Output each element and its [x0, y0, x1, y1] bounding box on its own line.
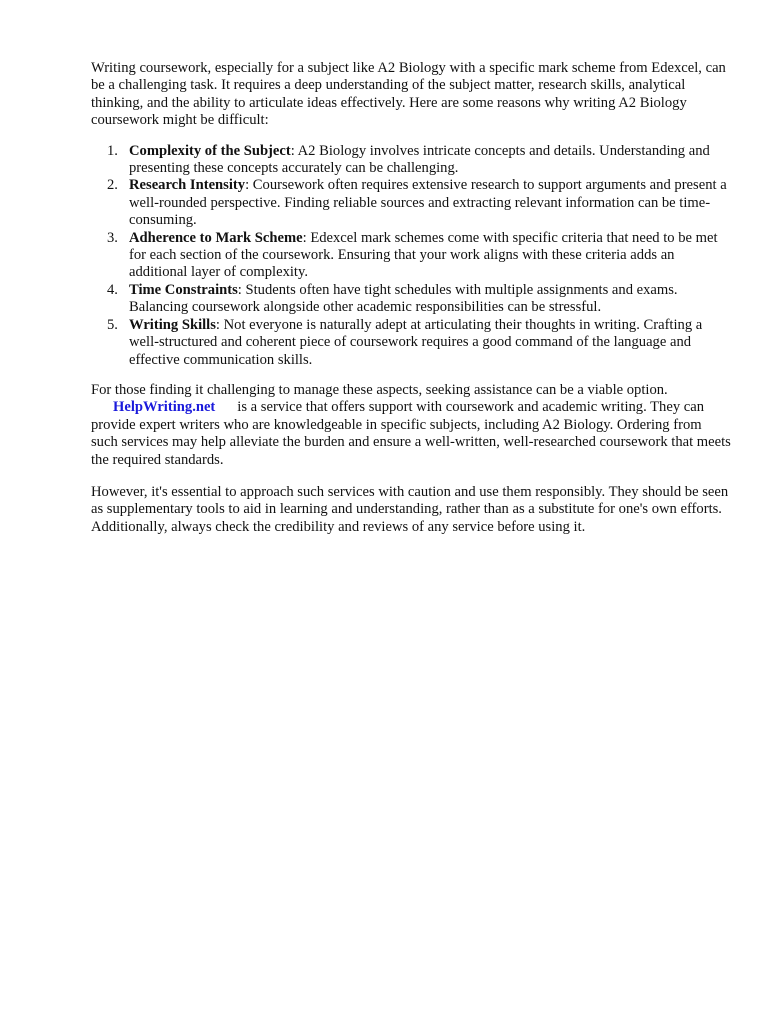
list-item-text: A2 Biology involves intricate concepts and details. Understanding and presenting these concepts accurately can be challenging. — [129, 142, 710, 177]
list-item-text: Edexcel mark schemes come with specific criteria that need to be met for each section of the coursework. Ensuring that your work aligns with these criteria adds an additional layer of complexity. — [129, 229, 718, 281]
assistance-text: is a service that offers support with coursework and academic writing. They can provide expert writers who are knowledgeable in specific subjects, including A2 Biology. Ordering from such services may help alleviate the burden and ensure a well-written, well-researched coursework that meets the required standards. — [91, 399, 731, 468]
list-item — [91, 177, 731, 229]
list-item — [91, 282, 731, 317]
list-item-term: Time Constraints — [129, 281, 238, 298]
list-item-separator: : — [290, 142, 295, 159]
list-item-separator: : — [245, 177, 250, 194]
intro-paragraph: Writing coursework, especially for a subject like A2 Biology with a specific mark scheme from Edexcel, can be a challenging task. It requires a deep understanding of the subject matter, research skills, analytical thinking, and the ability to articulate ideas effectively. Here are some reasons why writing A2 Biology coursework might be difficult: — [91, 60, 726, 129]
list-item-separator: : — [237, 281, 242, 298]
list-item-text: Coursework often requires extensive research to support arguments and present a well-rounded perspective. Finding reliable sources and extracting relevant information can be time-consuming. — [129, 177, 727, 229]
assistance-paragraph — [91, 382, 731, 469]
list-item-term: Adherence to Mark Scheme — [129, 229, 303, 246]
assistance-lead: For those finding it challenging to manage these aspects, seeking assistance can be a viable option. — [91, 381, 668, 398]
list-item-term: Writing Skills — [129, 316, 216, 333]
list-item-separator: : — [215, 316, 220, 333]
list-item-number: 2. — [107, 177, 118, 194]
list-item-number: 4. — [107, 281, 118, 298]
list-item — [91, 317, 731, 369]
caution-paragraph: However, it's essential to approach such services with caution and use them responsibly. They should be seen as supplementary tools to aid in learning and understanding, rather than as a substitute for one's own efforts. Additionally, always check the credibility and reviews of any service before using it. — [91, 483, 729, 535]
list-item-text: Not everyone is naturally adept at articulating their thoughts in writing. Crafting a well-structured and coherent piece of coursework requires a good command of the language and effective communication skills. — [129, 316, 703, 368]
list-item-term: Research Intensity — [129, 177, 246, 194]
list-item-separator: : — [302, 229, 307, 246]
helpwriting-link[interactable]: HelpWriting.net — [113, 399, 216, 416]
reasons-list — [91, 143, 731, 369]
list-item-term: Complexity of the Subject — [129, 142, 291, 159]
list-item-text: Students often have tight schedules with multiple assignments and exams. Balancing coursework alongside other academic responsibilities can be stressful. — [129, 281, 678, 316]
list-item-number: 3. — [107, 229, 118, 246]
list-item-number: 5. — [107, 316, 118, 333]
list-item-number: 1. — [107, 142, 118, 159]
list-item — [91, 230, 731, 282]
list-item — [91, 143, 731, 178]
document-page — [91, 60, 731, 536]
